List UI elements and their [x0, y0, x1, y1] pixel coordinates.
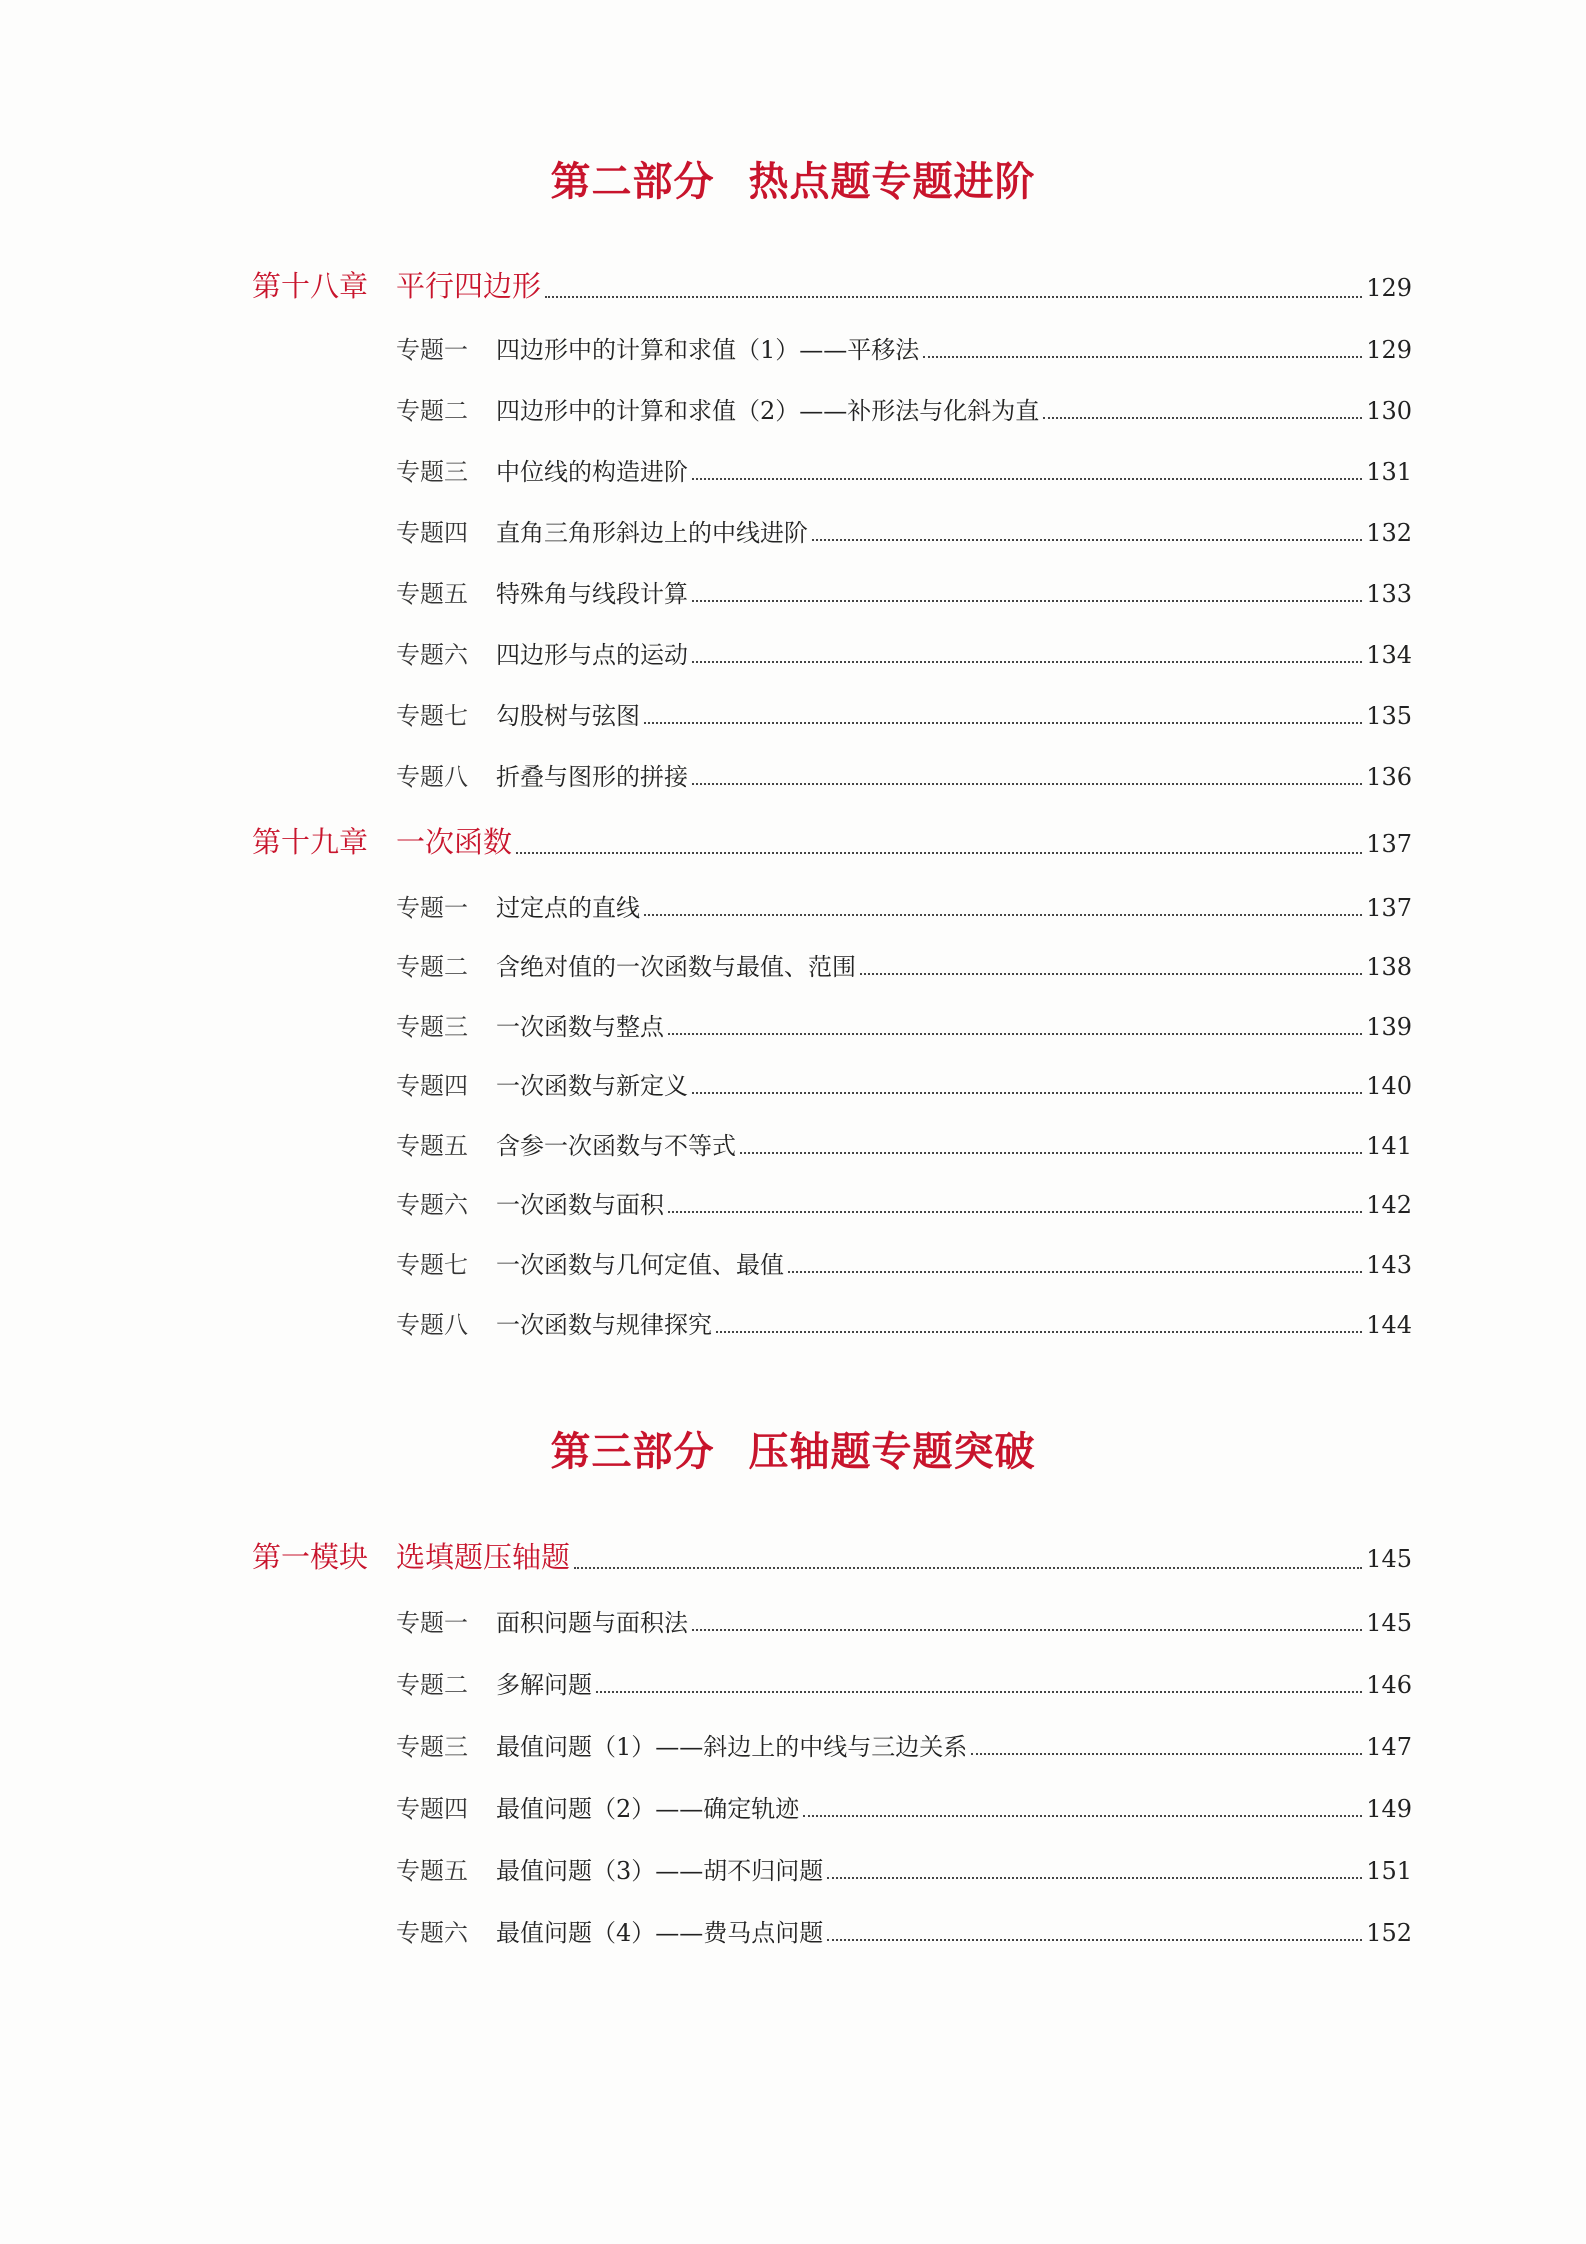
page-number: 152 [1366, 1919, 1412, 1947]
dot-leader [692, 660, 1362, 663]
dot-leader [668, 1210, 1362, 1213]
toc-topic-row[interactable] [396, 1789, 1412, 1824]
topic-title: 一次函数与整点 [496, 1013, 664, 1041]
toc-chapter-row[interactable] [252, 1535, 1412, 1576]
topic-title: 含参一次函数与不等式 [496, 1132, 736, 1160]
toc-topic-row[interactable] [396, 1007, 1412, 1042]
page-number: 146 [1366, 1671, 1412, 1699]
topic-label: 专题二 [396, 397, 468, 425]
topic-title: 含绝对值的一次函数与最值、范围 [496, 953, 856, 981]
toc-topic-row[interactable] [396, 452, 1412, 487]
topic-label: 专题五 [396, 1132, 468, 1160]
topic-label: 专题七 [396, 1251, 468, 1279]
dot-leader [827, 1876, 1362, 1879]
topic-title: 四边形中的计算和求值（1）——平移法 [496, 336, 920, 364]
dot-leader [692, 477, 1362, 480]
page-number: 129 [1366, 336, 1412, 364]
topic-label: 专题五 [396, 1857, 468, 1885]
page-number: 138 [1366, 953, 1412, 981]
topic-title: 折叠与图形的拼接 [496, 763, 688, 791]
topic-title: 特殊角与线段计算 [496, 580, 688, 608]
dot-leader [803, 1814, 1362, 1817]
chapter-title: 选填题压轴题 [396, 1540, 571, 1574]
toc-topic-row[interactable] [396, 947, 1412, 982]
chapter-label: 第十九章 [252, 825, 369, 859]
topic-title: 勾股树与弦图 [496, 702, 640, 730]
page-number: 135 [1366, 702, 1412, 730]
dot-leader [692, 782, 1362, 785]
topic-label: 专题三 [396, 1733, 468, 1761]
dot-leader [860, 972, 1362, 975]
part-title: 热点题专题进阶 [748, 158, 1036, 205]
dot-leader [923, 355, 1362, 358]
page-number: 143 [1366, 1251, 1412, 1279]
part-title: 压轴题专题突破 [748, 1428, 1036, 1475]
page-number: 132 [1366, 519, 1412, 547]
toc-topic-row[interactable] [396, 574, 1412, 609]
toc-chapter-row[interactable] [252, 264, 1412, 305]
toc-topic-row[interactable] [396, 635, 1412, 670]
dot-leader [716, 1330, 1362, 1333]
toc-topic-row[interactable] [396, 888, 1412, 923]
topic-label: 专题四 [396, 1795, 468, 1823]
dot-leader [788, 1270, 1362, 1273]
page-number: 136 [1366, 763, 1412, 791]
topic-title: 最值问题（2）——确定轨迹 [496, 1795, 800, 1823]
dot-leader [574, 1566, 1362, 1569]
dot-leader [692, 1628, 1362, 1631]
part-label: 第二部分 [550, 158, 715, 205]
chapter-label: 第一模块 [252, 1540, 369, 1574]
page-number: 145 [1366, 1545, 1412, 1573]
toc-topic-row[interactable] [396, 1126, 1412, 1161]
topic-label: 专题一 [396, 894, 468, 922]
topic-label: 专题六 [396, 1919, 468, 1947]
page-number: 137 [1366, 894, 1412, 922]
toc-topic-row[interactable] [396, 1185, 1412, 1220]
dot-leader [971, 1752, 1362, 1755]
dot-leader [516, 851, 1362, 854]
topic-title: 中位线的构造进阶 [496, 458, 688, 486]
topic-title: 最值问题（4）——费马点问题 [496, 1919, 824, 1947]
topic-label: 专题六 [396, 1191, 468, 1219]
page-number: 144 [1366, 1311, 1412, 1339]
page-number: 133 [1366, 580, 1412, 608]
page-number: 137 [1366, 830, 1412, 858]
dot-leader [692, 1091, 1362, 1094]
page-number: 142 [1366, 1191, 1412, 1219]
dot-leader [545, 295, 1362, 298]
page-number: 149 [1366, 1795, 1412, 1823]
dot-leader [1043, 416, 1362, 419]
toc-topic-row[interactable] [396, 330, 1412, 365]
page-number: 131 [1366, 458, 1412, 486]
topic-title: 最值问题（3）——胡不归问题 [496, 1857, 824, 1885]
toc-topic-row[interactable] [396, 1245, 1412, 1280]
topic-label: 专题七 [396, 702, 468, 730]
dot-leader [827, 1938, 1362, 1941]
topic-label: 专题三 [396, 458, 468, 486]
chapter-title: 一次函数 [396, 825, 513, 859]
toc-chapter-row[interactable] [252, 820, 1412, 861]
page-number: 145 [1366, 1609, 1412, 1637]
part-label: 第三部分 [550, 1428, 715, 1475]
toc-topic-row[interactable] [396, 391, 1412, 426]
topic-label: 专题一 [396, 1609, 468, 1637]
topic-label: 专题六 [396, 641, 468, 669]
toc-topic-row[interactable] [396, 1603, 1412, 1638]
dot-leader [596, 1690, 1362, 1693]
page-number: 151 [1366, 1857, 1412, 1885]
topic-label: 专题八 [396, 1311, 468, 1339]
page-number: 134 [1366, 641, 1412, 669]
topic-title: 直角三角形斜边上的中线进阶 [496, 519, 808, 547]
topic-label: 专题二 [396, 953, 468, 981]
topic-title: 一次函数与面积 [496, 1191, 664, 1219]
toc-topic-row[interactable] [396, 1851, 1412, 1886]
toc-topic-row[interactable] [396, 1066, 1412, 1101]
topic-label: 专题二 [396, 1671, 468, 1699]
topic-label: 专题四 [396, 1072, 468, 1100]
topic-title: 一次函数与规律探究 [496, 1311, 712, 1339]
topic-title: 一次函数与几何定值、最值 [496, 1251, 784, 1279]
page-number: 141 [1366, 1132, 1412, 1160]
page-number: 129 [1366, 274, 1412, 302]
topic-title: 一次函数与新定义 [496, 1072, 688, 1100]
topic-title: 最值问题（1）——斜边上的中线与三边关系 [496, 1733, 968, 1761]
topic-title: 多解问题 [496, 1671, 592, 1699]
toc-topic-row[interactable] [396, 757, 1412, 792]
toc-topic-row[interactable] [396, 1727, 1412, 1762]
part-heading [0, 150, 1586, 207]
topic-label: 专题一 [396, 336, 468, 364]
toc-topic-row[interactable] [396, 513, 1412, 548]
chapter-title: 平行四边形 [396, 269, 542, 303]
toc-topic-row[interactable] [396, 696, 1412, 731]
toc-topic-row[interactable] [396, 1665, 1412, 1700]
dot-leader [692, 599, 1362, 602]
toc-topic-row[interactable] [396, 1913, 1412, 1948]
dot-leader [644, 721, 1362, 724]
dot-leader [644, 913, 1362, 916]
topic-label: 专题五 [396, 580, 468, 608]
dot-leader [740, 1151, 1362, 1154]
dot-leader [812, 538, 1362, 541]
part-heading [0, 1420, 1586, 1477]
page-number: 140 [1366, 1072, 1412, 1100]
topic-label: 专题三 [396, 1013, 468, 1041]
toc-topic-row[interactable] [396, 1305, 1412, 1340]
topic-title: 面积问题与面积法 [496, 1609, 688, 1637]
page-number: 147 [1366, 1733, 1412, 1761]
dot-leader [668, 1032, 1362, 1035]
chapter-label: 第十八章 [252, 269, 369, 303]
topic-label: 专题八 [396, 763, 468, 791]
page-number: 139 [1366, 1013, 1412, 1041]
topic-title: 四边形与点的运动 [496, 641, 688, 669]
topic-title: 四边形中的计算和求值（2）——补形法与化斜为直 [496, 397, 1040, 425]
page-number: 130 [1366, 397, 1412, 425]
topic-title: 过定点的直线 [496, 894, 640, 922]
topic-label: 专题四 [396, 519, 468, 547]
